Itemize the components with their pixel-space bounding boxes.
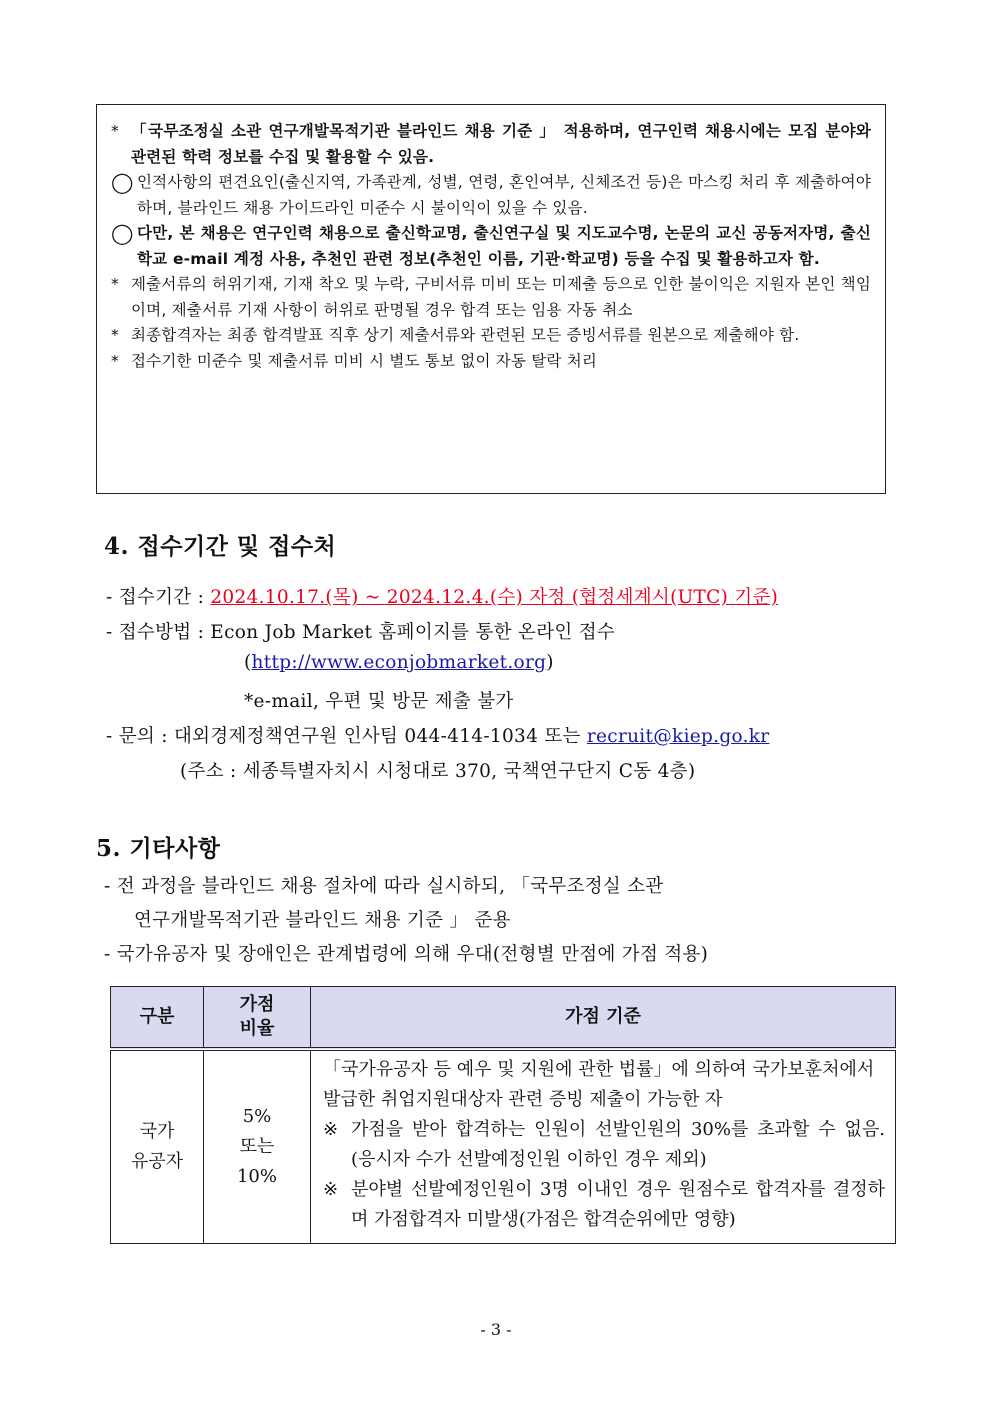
notice-item xyxy=(111,272,871,323)
reference-mark: ※ xyxy=(323,1179,339,1200)
note-text: 분야별 선발예정인원이 3명 이내인 경우 원점수로 합격자를 결정하며 가점합격자 미발생(가점은 합격순위에만 영향) xyxy=(351,1179,885,1230)
header-criteria: 가점 기준 xyxy=(311,987,896,1050)
address-line: (주소 : 세종특별자치시 시청대로 370, 국책연구단지 C동 4층) xyxy=(180,761,696,782)
header-category: 구분 xyxy=(111,987,204,1050)
cell-ratio: 5% 또는 10% xyxy=(204,1049,311,1244)
criteria-note xyxy=(323,1115,885,1175)
cell-category: 국가 유공자 xyxy=(111,1049,204,1244)
contact-email-link[interactable]: recruit@kiep.go.kr xyxy=(586,726,770,747)
notice-item xyxy=(111,323,871,349)
section5-title: 5. 기타사항 xyxy=(96,835,221,862)
cell-criteria xyxy=(311,1049,896,1244)
asterisk-marker: * xyxy=(111,351,119,370)
notice-text: 「국무조정실 소관 연구개발목적기관 블라인드 채용 기준 」 적용하며, 연구인력 채용시에는 모집 분야와 관련된 학력 정보를 수집 및 활용할 수 있음. xyxy=(131,122,871,166)
circle-marker: ◯ xyxy=(111,170,134,194)
notice-item xyxy=(111,221,871,272)
table-row xyxy=(111,1049,896,1244)
notice-item xyxy=(111,349,871,375)
header-ratio: 가점 비율 xyxy=(204,987,311,1050)
contact-line xyxy=(106,722,769,748)
section5-line1: - 전 과정을 블라인드 채용 절차에 따라 실시하되, 「국무조정실 소관 xyxy=(104,876,664,897)
notice-item xyxy=(111,119,871,170)
notice-text: 최종합격자는 최종 합격발표 직후 상기 제출서류와 관련된 모든 증빙서류를 원본으로 제출해야 함. xyxy=(131,326,800,344)
notice-text: 인적사항의 편견요인(출신지역, 가족관계, 성별, 연령, 혼인여부, 신체조건 등)은 마스킹 처리 후 제출하여야 하며, 블라인드 채용 가이드라인 미준수 시 불이익이 있을 수 있음. xyxy=(137,173,871,217)
period-value: 2024.10.17.(목) ~ 2024.12.4.(수) 자정 (협정세계시(UTC) 기준) xyxy=(210,587,779,608)
section5-line2: 연구개발목적기관 블라인드 채용 기준 」 준용 xyxy=(134,910,511,931)
notice-item xyxy=(111,170,871,221)
contact-label: - 문의 : 대외경제정책연구원 인사팀 044-414-1034 또는 xyxy=(106,726,587,747)
method-url-line xyxy=(244,652,554,673)
asterisk-marker: * xyxy=(111,326,119,344)
asterisk-marker: * xyxy=(111,122,119,140)
url-open-paren: ( xyxy=(244,652,252,673)
circle-marker: ◯ xyxy=(111,221,134,245)
section4-title: 4. 접수기간 및 접수처 xyxy=(104,533,337,560)
page-number: - 3 - xyxy=(480,1320,512,1339)
notice-text: 접수기한 미준수 및 제출서류 미비 시 별도 통보 없이 자동 탈락 처리 xyxy=(131,351,598,370)
method-note: *e-mail, 우편 및 방문 제출 불가 xyxy=(244,691,514,712)
asterisk-marker: * xyxy=(111,275,119,293)
period-label: - 접수기간 : xyxy=(106,587,211,608)
url-close-paren: ) xyxy=(546,652,554,673)
note-text: 가점을 받아 합격하는 인원이 선발인원의 30%를 초과할 수 없음. (응시자 수가 선발예정인원 이하인 경우 제외) xyxy=(351,1119,885,1170)
criteria-main: 「국가유공자 등 예우 및 지원에 관한 법률」에 의하여 국가보훈처에서 발급한 취업지원대상자 관련 증빙 제출이 가능한 자 xyxy=(323,1059,875,1110)
econjobmarket-link[interactable]: http://www.econjobmarket.org xyxy=(251,652,547,673)
section5-line3: - 국가유공자 및 장애인은 관계법령에 의해 우대(전형별 만점에 가점 적용) xyxy=(104,944,709,965)
notice-box xyxy=(96,104,886,494)
reception-period xyxy=(106,583,778,609)
notice-text: 다만, 본 채용은 연구인력 채용으로 출신학교명, 출신연구실 및 지도교수명, 논문의 교신 공동저자명, 출신학교 e-mail 계정 사용, 추천인 관련 정보(추천인 이름, 기관·학교명) 등을 수집 및 활용하고자 함. xyxy=(137,224,871,268)
bonus-points-table xyxy=(110,986,896,1244)
reference-mark: ※ xyxy=(323,1119,339,1140)
notice-text: 제출서류의 허위기재, 기재 착오 및 누락, 구비서류 미비 또는 미제출 등으로 인한 불이익은 지원자 본인 책임이며, 제출서류 기재 사항이 허위로 판명될 경우 합격 또는 임용 자동 취소 xyxy=(131,275,871,319)
table-header-row xyxy=(111,987,896,1050)
criteria-note xyxy=(323,1175,885,1235)
reception-method: - 접수방법 : Econ Job Market 홈페이지를 통한 온라인 접수 xyxy=(106,622,616,643)
